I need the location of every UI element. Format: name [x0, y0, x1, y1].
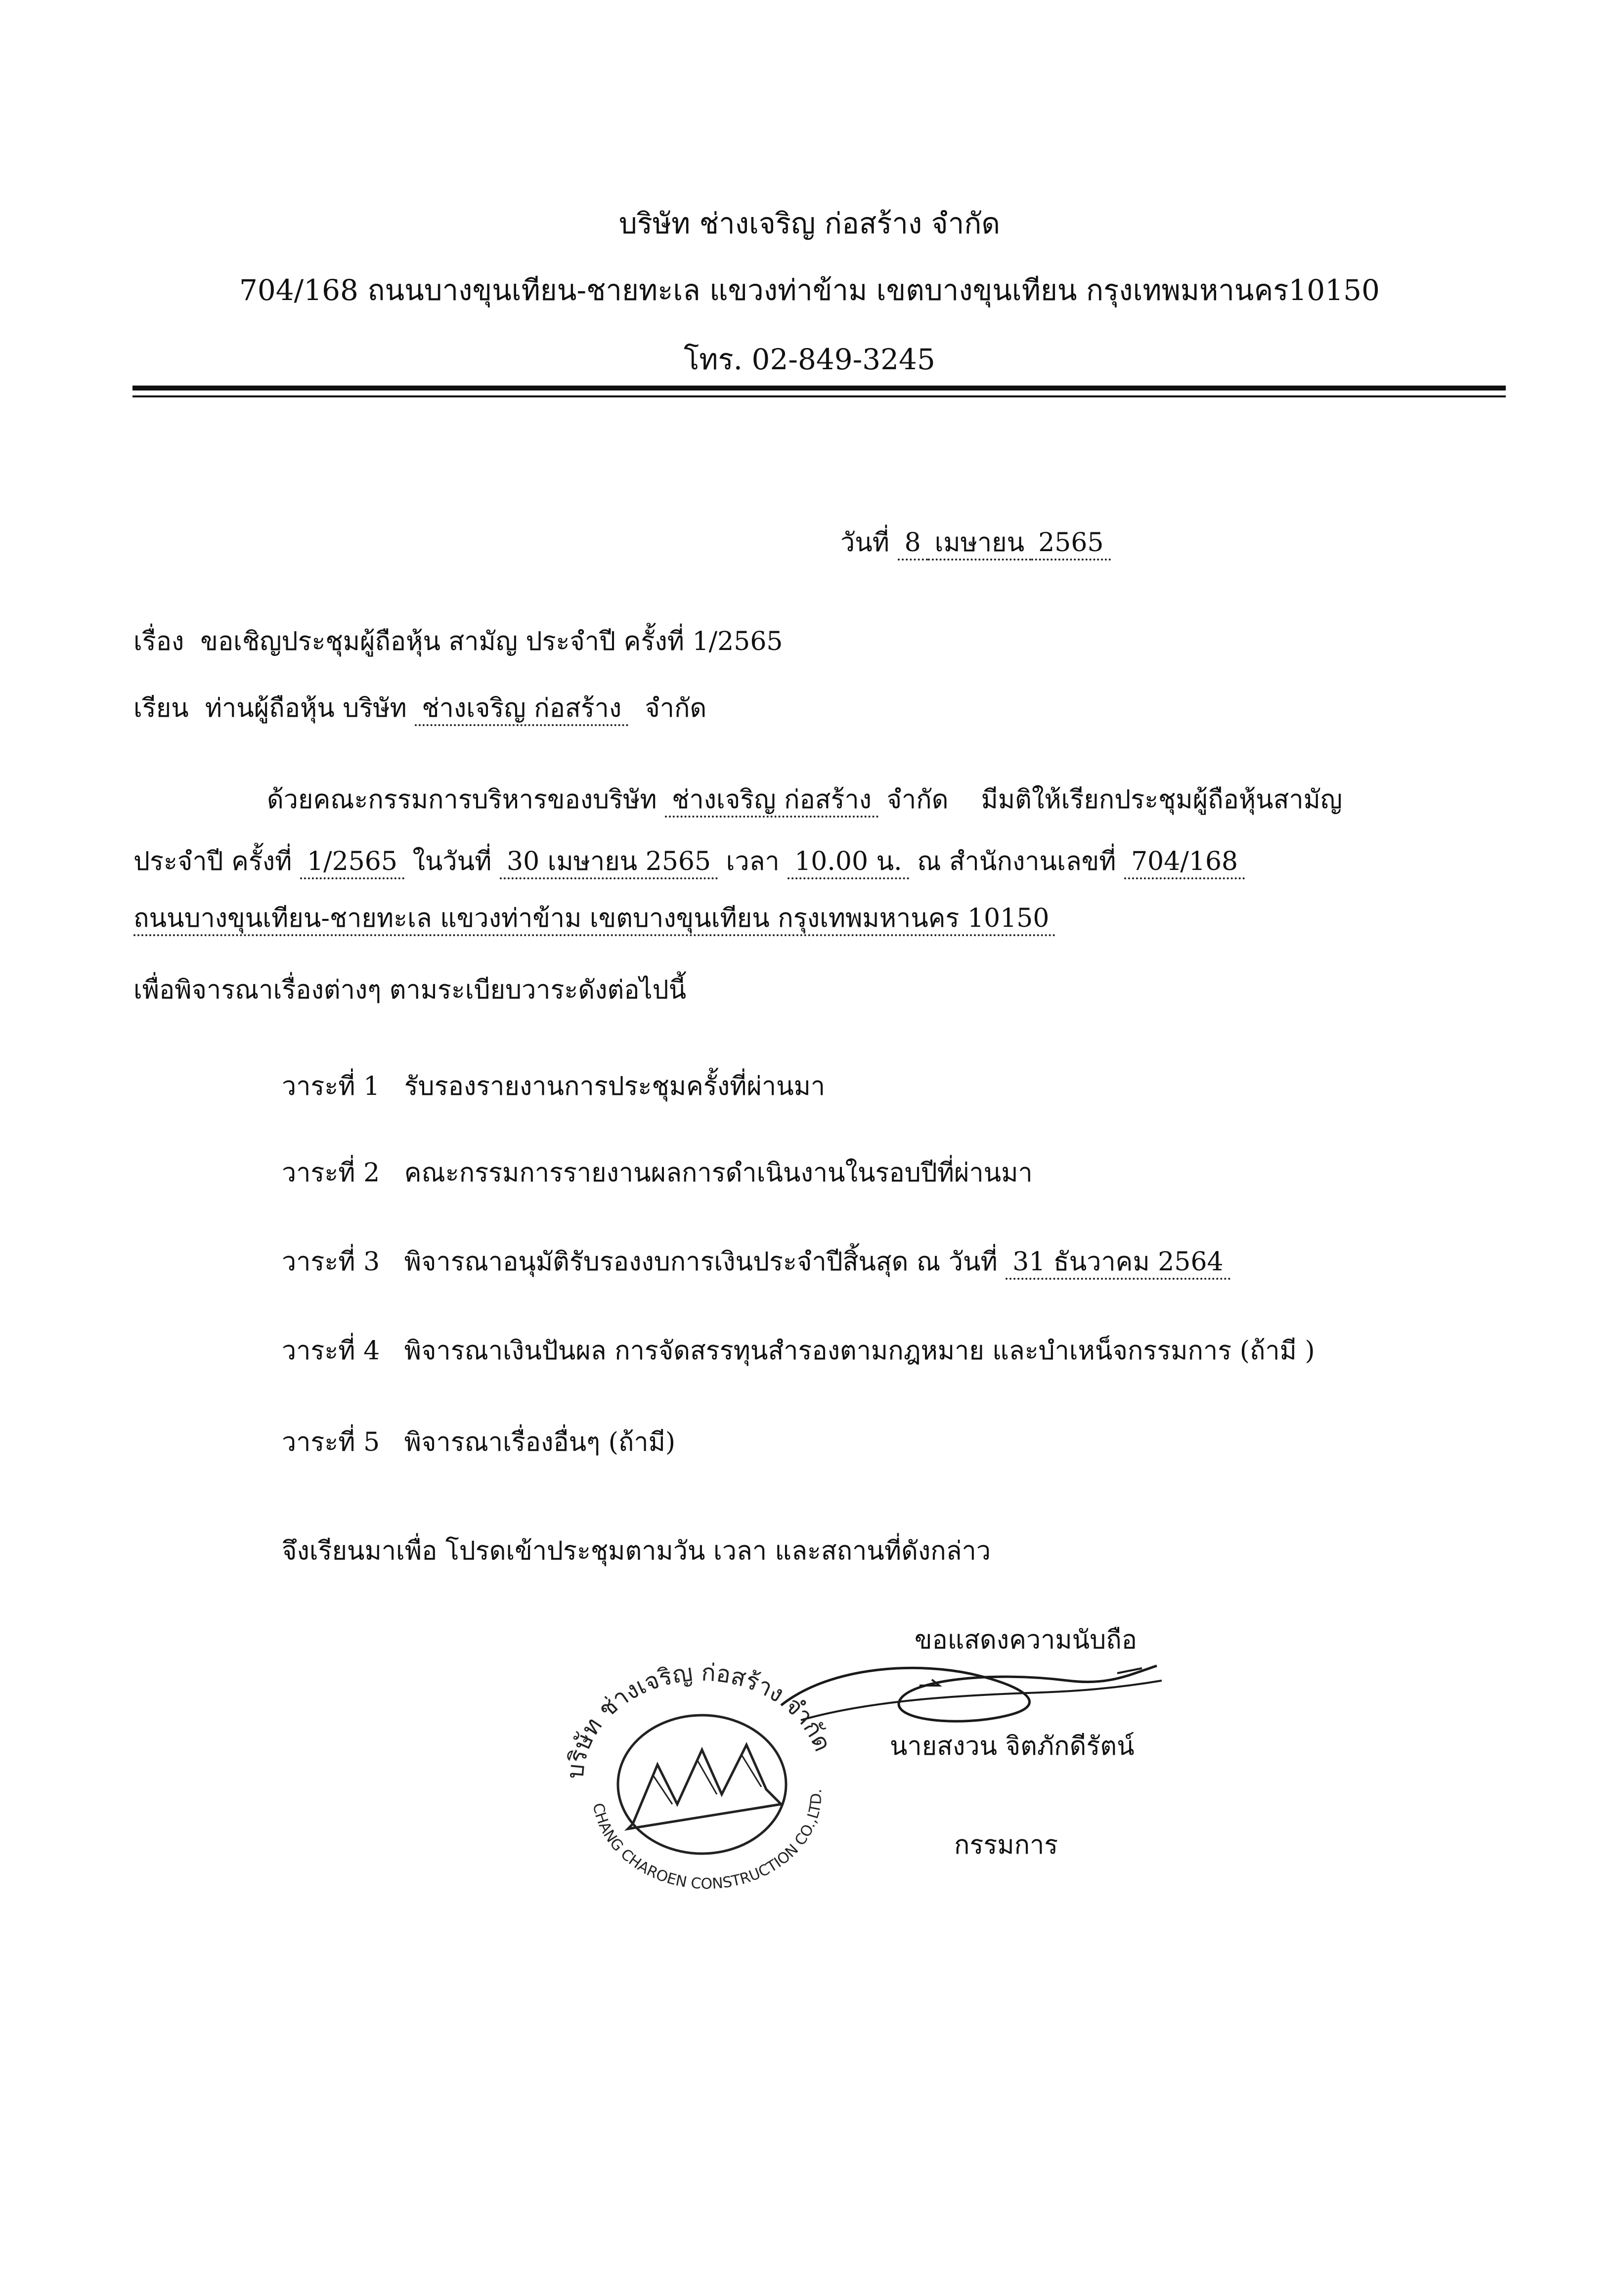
closing-line: จึงเรียนมาเพื่อ โปรดเข้าประชุมตามวัน เวลา และสถานที่ดังกล่าว	[282, 1536, 991, 1566]
letter-date	[840, 521, 1111, 563]
company-seal	[554, 1656, 850, 1893]
body-line-4: เพื่อพิจารณาเรื่องต่างๆ ตามระเบียบวาระดังต่อไปนี้	[133, 975, 687, 1005]
meeting-address: ถนนบางขุนเทียน-ชายทะเล แขวงท่าข้าม เขตบางขุนเทียน กรุงเทพมหานคร 10150	[133, 904, 1056, 936]
signer-title: กรรมการ	[954, 1830, 1058, 1860]
body-text: ในวันที่	[412, 847, 492, 876]
recipient-line	[133, 687, 706, 728]
body-text: มีมติให้เรียกประชุมผู้ถือหุ้นสามัญ	[981, 785, 1343, 815]
agenda-label: วาระที่ 1	[282, 1072, 380, 1101]
seal-thai-text: บริษัท ช่างเจริญ ก่อสร้าง จำกัด	[561, 1658, 837, 1780]
recipient-suffix: จำกัด	[645, 693, 707, 723]
body-text: ด้วยคณะกรรมการบริหารของบริษัท	[267, 785, 657, 815]
agenda-item-3	[282, 1241, 1230, 1282]
signer-name: นายสงวน จิตภักดีรัตน์	[890, 1732, 1135, 1761]
body-text: ณ สำนักงานเลขที่	[917, 847, 1116, 876]
body-company: ช่างเจริญ ก่อสร้าง	[665, 785, 878, 818]
body-line-1	[267, 779, 1342, 820]
agenda-item-4	[282, 1330, 1315, 1371]
subject-label: เรื่อง	[133, 627, 184, 656]
office-number: 704/168	[1124, 847, 1245, 879]
agenda-item-5	[282, 1421, 675, 1462]
body-line-3	[133, 897, 1056, 938]
meeting-date: 30 เมษายน 2565	[500, 847, 718, 879]
agenda-text: พิจารณาเงินปันผล การจัดสรรทุนสำรองตามกฎหมาย และบำเหน็จกรรมการ (ถ้ามี )	[404, 1336, 1315, 1366]
meeting-time: 10.00 น.	[788, 847, 909, 879]
regards-text: ขอแสดงความนับถือ	[915, 1625, 1137, 1655]
letterhead-rule-thin	[132, 395, 1506, 397]
subject-line	[133, 620, 783, 661]
agenda-text: พิจารณาอนุมัติรับรองงบการเงินประจำปีสิ้นสุด ณ วันที่	[404, 1247, 998, 1277]
body-text: ประจำปี ครั้งที่	[133, 847, 292, 876]
agenda-text: รับรองรายงานการประชุมครั้งที่ผ่านมา	[404, 1072, 826, 1101]
body-text: เวลา	[726, 847, 780, 876]
seal-english-text: CHANG CHAROEN CONSTRUCTION CO.,LTD.	[589, 1788, 826, 1893]
date-day: 8	[898, 528, 928, 561]
date-month: เมษายน	[928, 528, 1032, 561]
agenda-label: วาระที่ 2	[282, 1158, 380, 1188]
agenda-label: วาระที่ 3	[282, 1247, 380, 1277]
agenda-text: พิจารณาเรื่องอื่นๆ (ถ้ามี)	[404, 1428, 676, 1457]
company-name: บริษัท ช่างเจริญ ก่อสร้าง จำกัด	[618, 207, 1001, 240]
agenda-item-2	[282, 1152, 1033, 1193]
date-label: วันที่	[840, 528, 890, 558]
recipient-company: ช่างเจริญ ก่อสร้าง	[415, 693, 628, 726]
letterhead-rule-thick	[132, 386, 1506, 390]
agenda-item-1	[282, 1065, 825, 1106]
date-year: 2565	[1031, 528, 1110, 561]
meeting-number: 1/2565	[300, 847, 404, 879]
subject-text: ขอเชิญประชุมผู้ถือหุ้น สามัญ ประจำปี ครั้งที่ 1/2565	[200, 627, 783, 656]
recipient-label: เรียน	[133, 693, 189, 723]
body-line-2	[133, 840, 1245, 881]
recipient-prefix: ท่านผู้ถือหุ้น บริษัท	[205, 693, 407, 723]
agenda-text: คณะกรรมการรายงานผลการดำเนินงานในรอบปีที่ผ่านมา	[404, 1158, 1033, 1188]
svg-text:CHANG CHAROEN CONSTRUCTION CO.	[589, 1788, 826, 1893]
agenda-label: วาระที่ 4	[282, 1336, 380, 1366]
company-phone: โทร. 02-849-3245	[684, 343, 935, 376]
agenda-date: 31 ธันวาคม 2564	[1006, 1247, 1230, 1280]
body-text: จำกัด	[886, 785, 949, 815]
agenda-label: วาระที่ 5	[282, 1428, 380, 1457]
company-address: 704/168 ถนนบางขุนเทียน-ชายทะเล แขวงท่าข้าม เขตบางขุนเทียน กรุงเทพมหานคร10150	[239, 273, 1380, 307]
